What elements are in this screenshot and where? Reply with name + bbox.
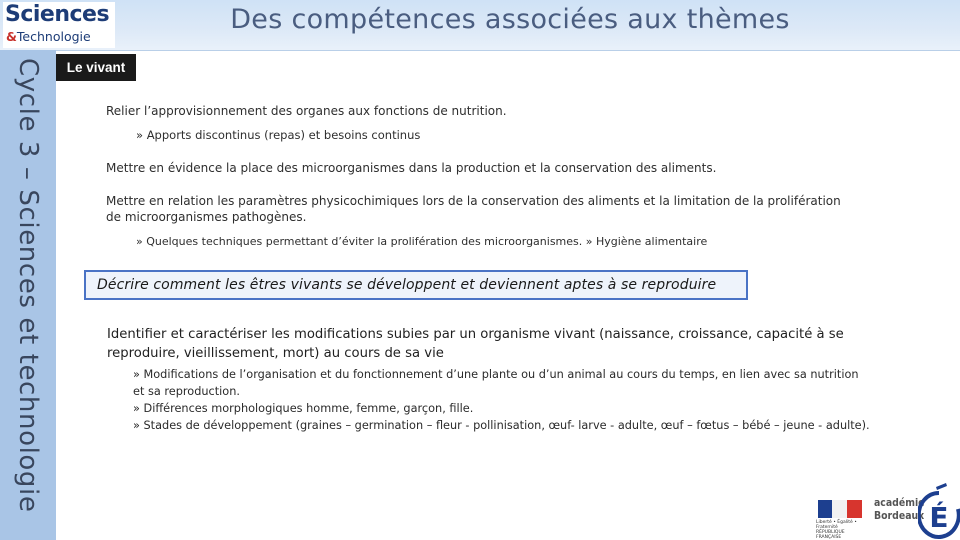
academie-bordeaux-logo-text (874, 496, 924, 522)
detail-line: et sa reproduction. (133, 385, 240, 398)
logo-ampersand: & (6, 29, 17, 44)
competence-item-2: Mettre en évidence la place des microorganismes dans la production et la conservation des aliments. (106, 161, 717, 175)
detail-line: » Modifications de l’organisation et du fonctionnement d’une plante ou d’un animal au cours du temps, en lien avec sa nutrition (133, 368, 859, 381)
competence-item-3: Mettre en relation les paramètres physicochimiques lors de la conservation des aliments et la limitation de la prolifération de microorganismes pathogènes. (106, 194, 841, 224)
academie-line1: académie (874, 496, 925, 509)
highlight-heading: Décrire comment les êtres vivants se développent et deviennent aptes à se reproduire (97, 277, 717, 293)
sidebar-vertical-label: Cycle 3 – Sciences et technologie (13, 58, 43, 513)
competence-item-1-detail: » Apports discontinus (repas) et besoins continus (136, 128, 421, 142)
flag-blue-band (818, 500, 832, 518)
flag-red-band (847, 500, 862, 518)
page-title: Des compétences associées aux thèmes (230, 4, 790, 35)
republique-francaise-flag-logo (818, 500, 862, 518)
detail-line: » Différences morphologiques homme, femme, garçon, fille. (133, 402, 474, 415)
theme-badge: Le vivant (56, 54, 136, 81)
competence-item-4: Identifier et caractériser les modifications subies par un organisme vivant (naissance, croissance, capacité à se reproduire, vieillissement, mort) au cours de sa vie (107, 327, 844, 361)
academie-e-logo-icon (918, 483, 960, 540)
competence-item-4-details (133, 366, 893, 434)
academie-line2: Bordeaux (874, 509, 925, 522)
e-letter: É (929, 501, 949, 534)
logo-line2-text: Technologie (16, 29, 91, 44)
footer-logos (814, 483, 960, 540)
competence-item-3-detail: » Quelques techniques permettant d’éviter la prolifération des microorganismes. » Hygiène alimentaire (136, 235, 708, 248)
competence-item-1: Relier l’approvisionnement des organes aux fonctions de nutrition. (106, 104, 507, 118)
republique-caption: Liberté • Égalité • Fraternité RÉPUBLIQUE FRANÇAISE (816, 520, 857, 540)
logo-line1: Sciences (5, 2, 110, 27)
flag-white-band (832, 500, 847, 518)
detail-line: » Stades de développement (graines – germination – fleur - pollinisation, œuf- larve - adulte, œuf – fœtus – bébé – jeune - adulte). (133, 419, 870, 432)
